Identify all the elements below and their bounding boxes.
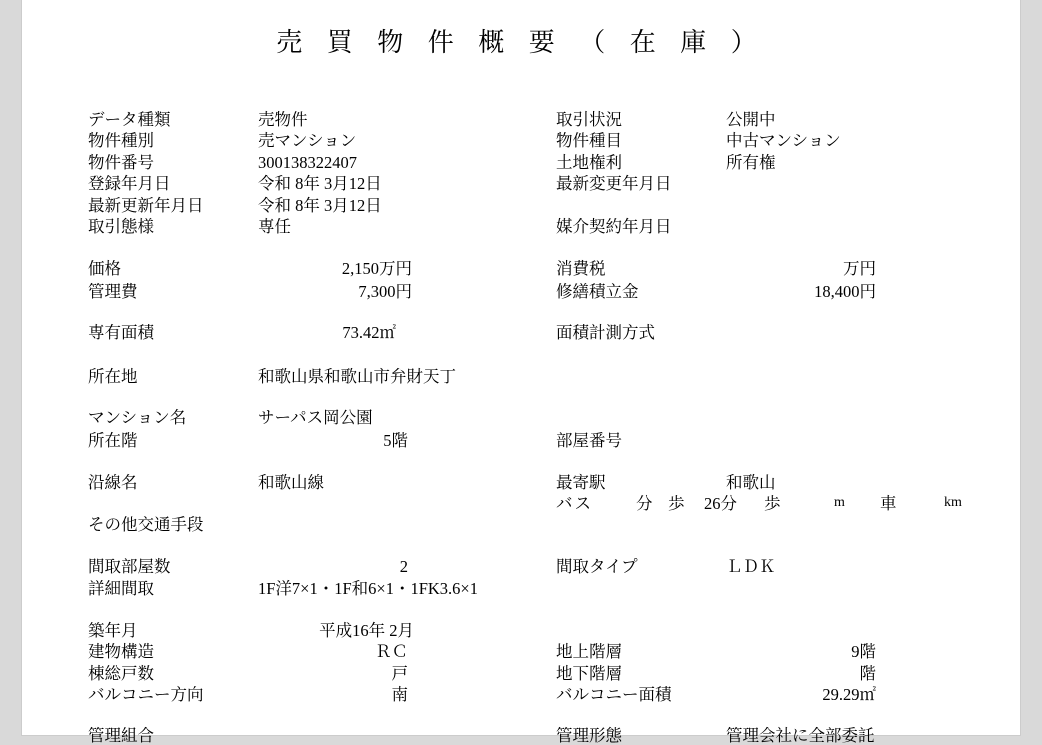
label-mansion-name: マンション名 (88, 408, 187, 427)
label-built-date: 築年月 (88, 621, 138, 640)
value-total-units: 戸 (391, 664, 408, 683)
unit-access-car-km: km (944, 495, 962, 510)
value-consumption-tax: 万円 (843, 259, 876, 278)
label-address: 所在地 (88, 367, 138, 386)
label-room-number: 部屋番号 (556, 431, 622, 450)
value-exclusive-area: 73.42㎡ (342, 323, 396, 342)
label-land-right: 土地権利 (556, 153, 622, 172)
label-management-fee: 管理費 (88, 282, 138, 301)
label-property-class: 物件種別 (88, 131, 154, 150)
value-floors-below: 階 (859, 664, 876, 683)
label-access-walk: 歩 (668, 494, 685, 513)
value-line-name: 和歌山線 (258, 473, 324, 492)
label-total-units: 棟総戸数 (88, 664, 154, 683)
label-layout-type: 間取タイプ (556, 557, 638, 576)
value-layout-type: ＬＤＫ (726, 557, 776, 576)
value-balcony-direction: 南 (391, 685, 408, 704)
label-property-kind: 物件種目 (556, 131, 622, 150)
value-deal-form: 専任 (258, 217, 291, 236)
label-room-count: 間取部屋数 (88, 557, 171, 576)
value-floor: 5階 (383, 431, 408, 450)
label-mediation-contract-date: 媒介契約年月日 (556, 217, 672, 236)
value-access-bus-min: 分 (636, 494, 653, 513)
value-price: 2,150万円 (341, 259, 412, 278)
value-latest-update-date: 令和 8年 3月12日 (258, 196, 382, 215)
label-floors-below: 地下階層 (556, 664, 622, 683)
value-floors-above: 9階 (851, 642, 876, 661)
label-price: 価格 (88, 259, 121, 278)
label-data-type: データ種類 (88, 110, 171, 129)
label-management-form: 管理形態 (556, 726, 622, 745)
value-built-date: 平成16年 2月 (319, 621, 414, 640)
value-address: 和歌山県和歌山市弁財天丁 (258, 367, 456, 386)
label-deal-status: 取引状況 (556, 110, 622, 129)
value-nearest-station: 和歌山 (726, 473, 776, 492)
label-repair-reserve: 修繕積立金 (556, 282, 639, 301)
value-management-fee: 7,300円 (358, 282, 412, 301)
page-title: 売 買 物 件 概 要 （ 在 庫 ） (276, 28, 766, 57)
value-building-structure: ＲＣ (375, 642, 408, 661)
document-page (22, 0, 1020, 745)
value-data-type: 売物件 (258, 110, 308, 129)
label-access-walk-2: 歩 (764, 494, 781, 513)
label-balcony-direction: バルコニー方向 (88, 685, 204, 704)
label-building-structure: 建物構造 (88, 642, 154, 661)
value-mansion-name: サーパス岡公園 (258, 408, 373, 427)
label-area-measure-method: 面積計測方式 (556, 323, 655, 342)
label-nearest-station: 最寄駅 (556, 473, 606, 492)
value-management-form: 管理会社に全部委託 (726, 726, 875, 745)
label-floors-above: 地上階層 (556, 642, 622, 661)
value-land-right: 所有権 (726, 153, 776, 172)
label-balcony-area: バルコニー面積 (556, 685, 672, 704)
value-deal-status: 公開中 (726, 110, 776, 129)
label-line-name: 沿線名 (88, 473, 138, 492)
value-balcony-area: 29.29㎡ (822, 685, 876, 704)
label-latest-change-date: 最新変更年月日 (556, 174, 672, 193)
label-registration-date: 登録年月日 (88, 174, 171, 193)
label-access-bus: バス (556, 494, 593, 513)
label-consumption-tax: 消費税 (556, 259, 606, 278)
label-deal-form: 取引態様 (88, 217, 154, 236)
label-property-number: 物件番号 (88, 153, 154, 172)
label-access-car: 車 (880, 494, 897, 513)
label-other-transport: その他交通手段 (88, 515, 204, 534)
label-latest-update-date: 最新更新年月日 (88, 196, 204, 215)
unit-access-distance-m: m (834, 495, 845, 510)
value-registration-date: 令和 8年 3月12日 (258, 174, 382, 193)
label-layout-detail: 詳細間取 (88, 579, 154, 598)
value-property-class: 売マンション (258, 131, 357, 150)
value-access-walk-min: 26分 (704, 494, 737, 513)
value-repair-reserve: 18,400円 (814, 282, 876, 301)
label-floor: 所在階 (88, 431, 138, 450)
value-room-count: 2 (399, 557, 408, 576)
label-exclusive-area: 専有面積 (88, 323, 154, 342)
value-property-number: 300138322407 (258, 153, 357, 172)
label-management-union: 管理組合 (88, 726, 154, 745)
value-property-kind: 中古マンション (726, 131, 841, 150)
value-layout-detail: 1F洋7×1・1F和6×1・1FK3.6×1 (258, 579, 478, 598)
